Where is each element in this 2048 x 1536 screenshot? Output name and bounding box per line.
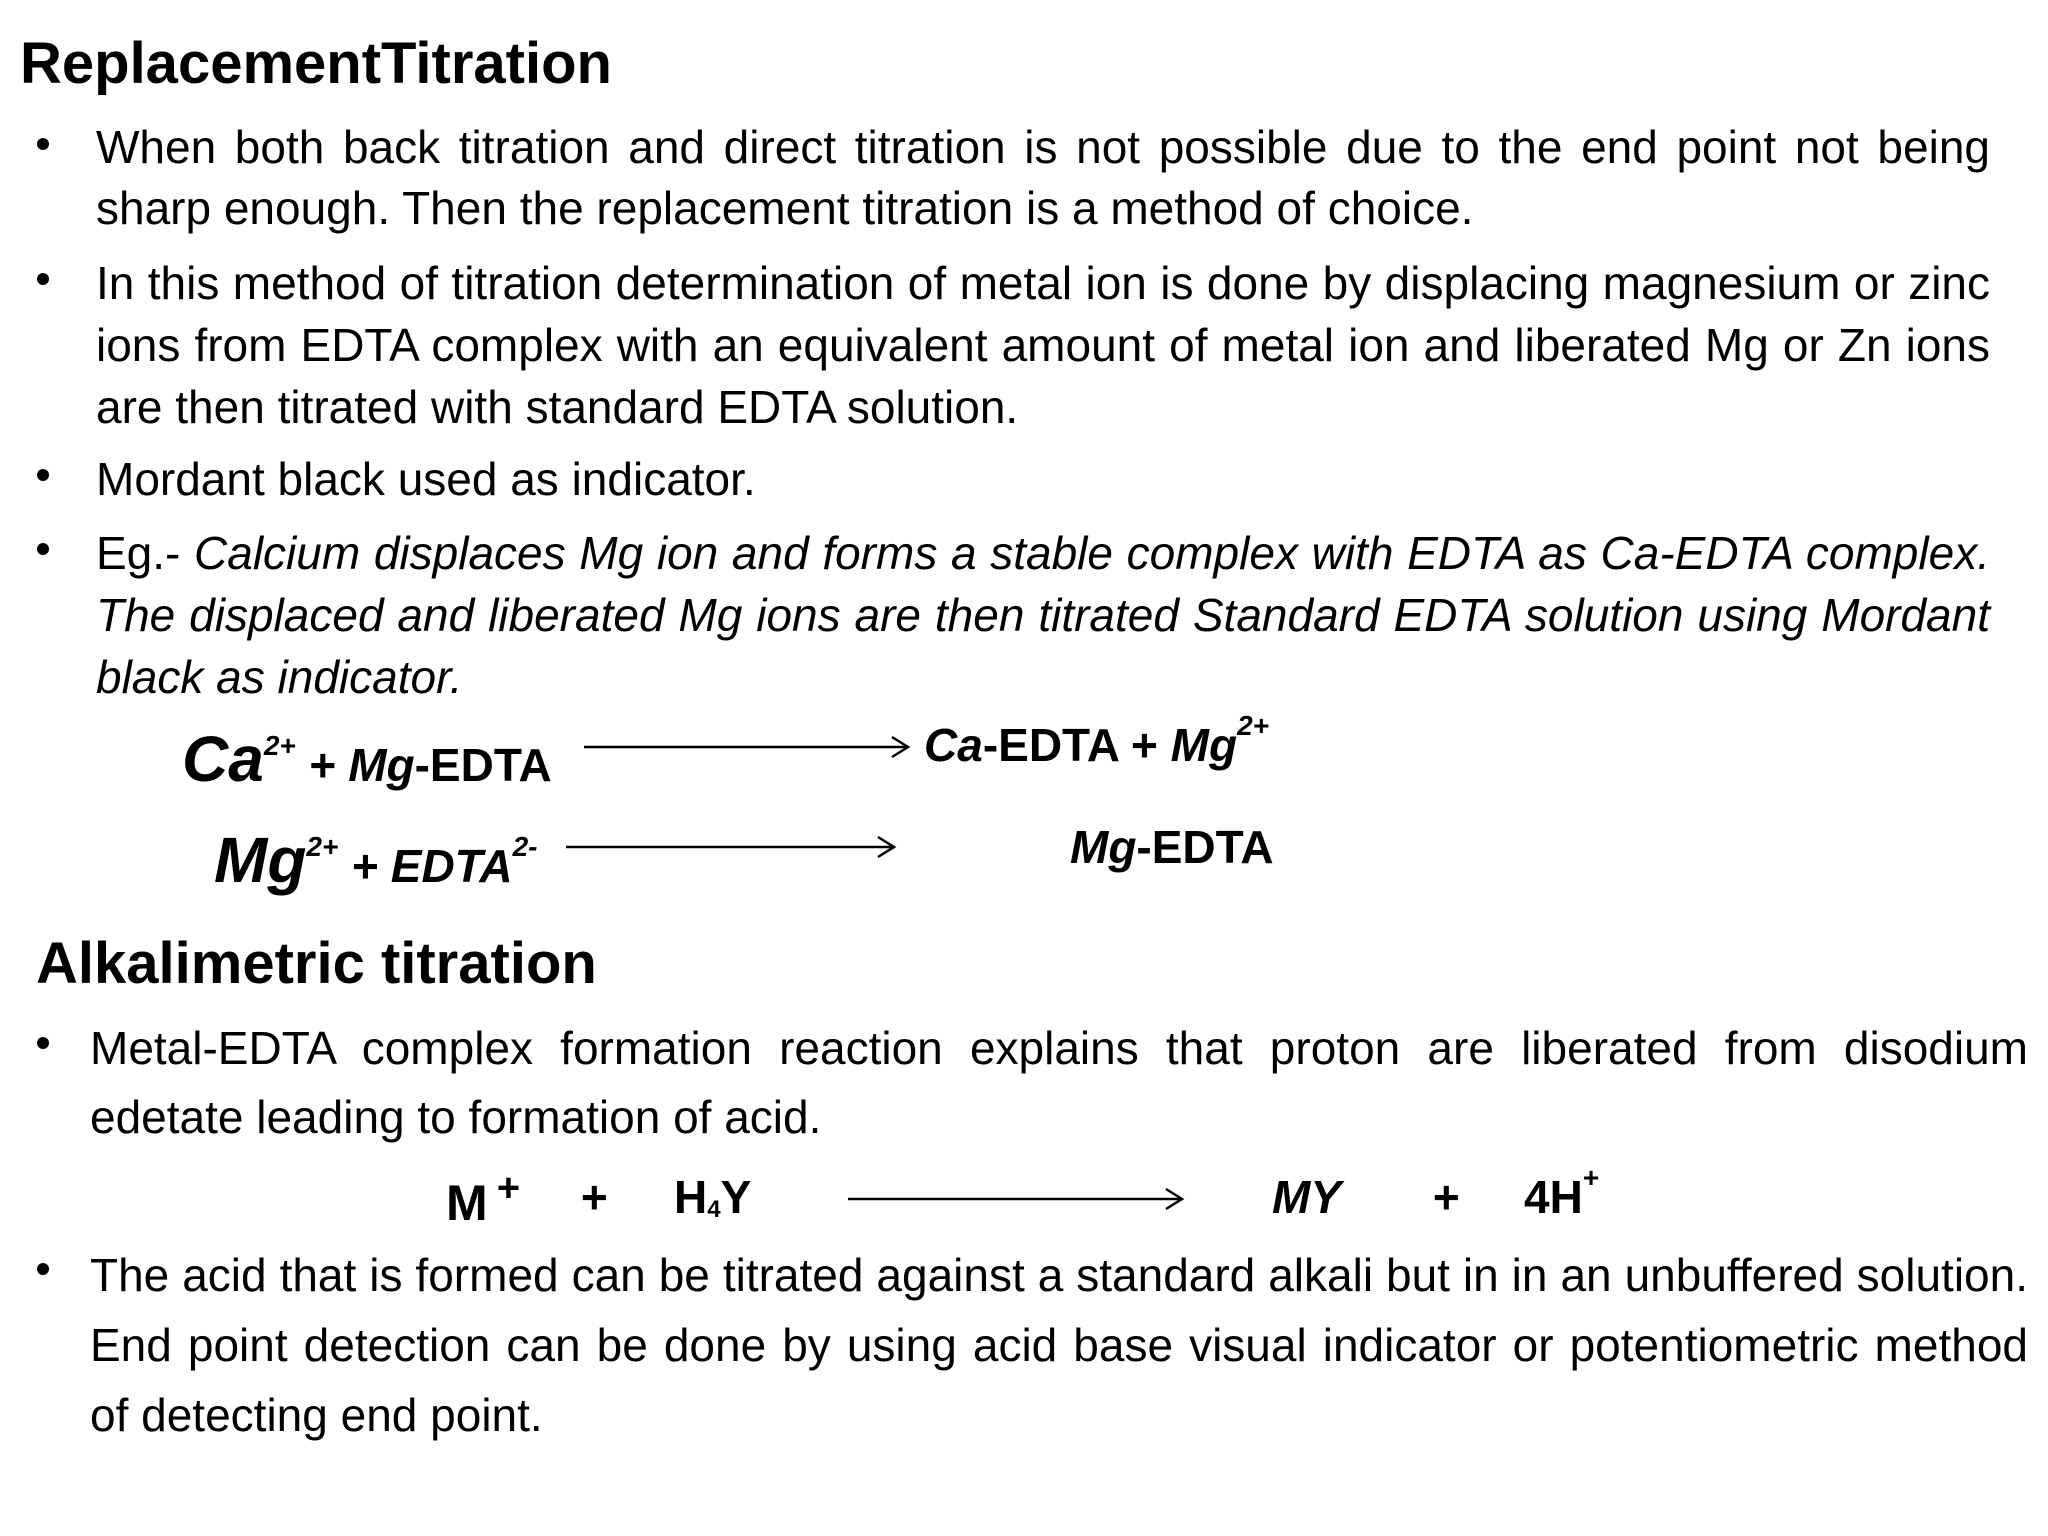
eq2-mg: Mg [214, 824, 307, 896]
bullet-item-example [28, 522, 1990, 708]
eq2-product-mg: Mg [1070, 821, 1137, 873]
bullet-text: In this method of titration determination of metal ion is done by displacing magnesium or zinc ions from EDTA complex with an equivalent amount of metal ion and liberated Mg or Zn ions are then titrated with standard EDTA solution. [96, 257, 1990, 433]
equation-m-h4y: M + + $H_4Y$ [446, 1166, 752, 1231]
section-title-replacement: ReplacementTitration [20, 31, 612, 96]
bullet-item [28, 448, 1990, 510]
bullet-dot-icon [28, 534, 58, 564]
eq3-plus2: + [1432, 1171, 1459, 1223]
eq3-4h-text: 4H [1524, 1171, 1583, 1223]
bullet-item [28, 252, 1990, 438]
eq3-4h [1524, 1162, 1600, 1224]
bullet-dot-icon [28, 1028, 58, 1058]
equation-my-4h [1272, 1162, 1652, 1240]
eq3-y: Y [720, 1171, 752, 1223]
reaction-arrow-icon [566, 834, 900, 860]
eq1-mg: Mg [348, 739, 415, 791]
reaction-arrow-icon [584, 734, 914, 760]
eq2-mg-charge: 2+ [306, 831, 339, 862]
eq2-plus: + [338, 840, 391, 892]
bullet-dot-icon [28, 264, 58, 294]
eq1-ca: Ca [182, 723, 264, 795]
bullet-dot-icon [28, 129, 58, 159]
eq3-plus1: + [580, 1171, 607, 1223]
equation-ca-edta-product [924, 710, 1270, 772]
eq3-h4y [674, 1170, 751, 1224]
eq3-4h-charge: + [1582, 1162, 1600, 1193]
eq1-plus: + [295, 739, 349, 791]
bullet-text: Mordant black used as indicator. [96, 453, 756, 505]
bullet-dot-icon [28, 460, 58, 490]
bullet-item [28, 1240, 2028, 1450]
example-prefix: Eg.- [96, 527, 195, 579]
bullet-item [28, 1014, 2028, 1152]
eq1-product-ca: Ca [924, 719, 983, 771]
eq1-product-mg-charge: 2+ [1237, 710, 1270, 741]
equation-ca-mg-edta [182, 722, 552, 796]
equation-mg-edta [214, 823, 538, 897]
reaction-arrow-icon [848, 1186, 1188, 1212]
bullet-text: Metal-EDTA complex formation reaction explains that proton are liberated from disodium edetate leading to formation of acid. [90, 1022, 2028, 1143]
bullet-dot-icon [28, 1254, 58, 1284]
bullet-text: When both back titration and direct titration is not possible due to the end point not being sharp enough. Then the replacement titration is a method of choice. [96, 121, 1990, 234]
eq2-edta: EDTA [390, 840, 513, 892]
example-text: Calcium displaces Mg ion and forms a stable complex with EDTA as Ca-EDTA complex. The displaced and liberated Mg ions are then titrated Standard EDTA solution using Mordant black as indicator. [96, 527, 1990, 703]
eq3-h: H [674, 1171, 708, 1223]
eq1-product-mg: Mg [1170, 719, 1238, 771]
eq1-edta: -EDTA [414, 739, 552, 791]
eq2-edta-charge: 2- [512, 831, 538, 862]
eq2-product-edta: -EDTA [1136, 821, 1274, 873]
section-title-alkalimetric: Alkalimetric titration [36, 931, 597, 996]
equation-mg-edta-product [1070, 820, 1274, 874]
eq3-h-sub: 4 [707, 1196, 721, 1223]
bullet-text [96, 522, 1990, 708]
bullet-text: The acid that is formed can be titrated against a standard alkali but in in an unbuffered solution. End point detection can be done by using acid base visual indicator or potentiometric method of detecting end point. [90, 1249, 2028, 1441]
eq1-product-edta: -EDTA + [982, 719, 1171, 771]
bullet-item [28, 117, 1990, 239]
eq1-ca-charge: 2+ [263, 730, 296, 761]
eq3-m: M [446, 1175, 488, 1231]
eq3-my: MY [1272, 1171, 1341, 1223]
